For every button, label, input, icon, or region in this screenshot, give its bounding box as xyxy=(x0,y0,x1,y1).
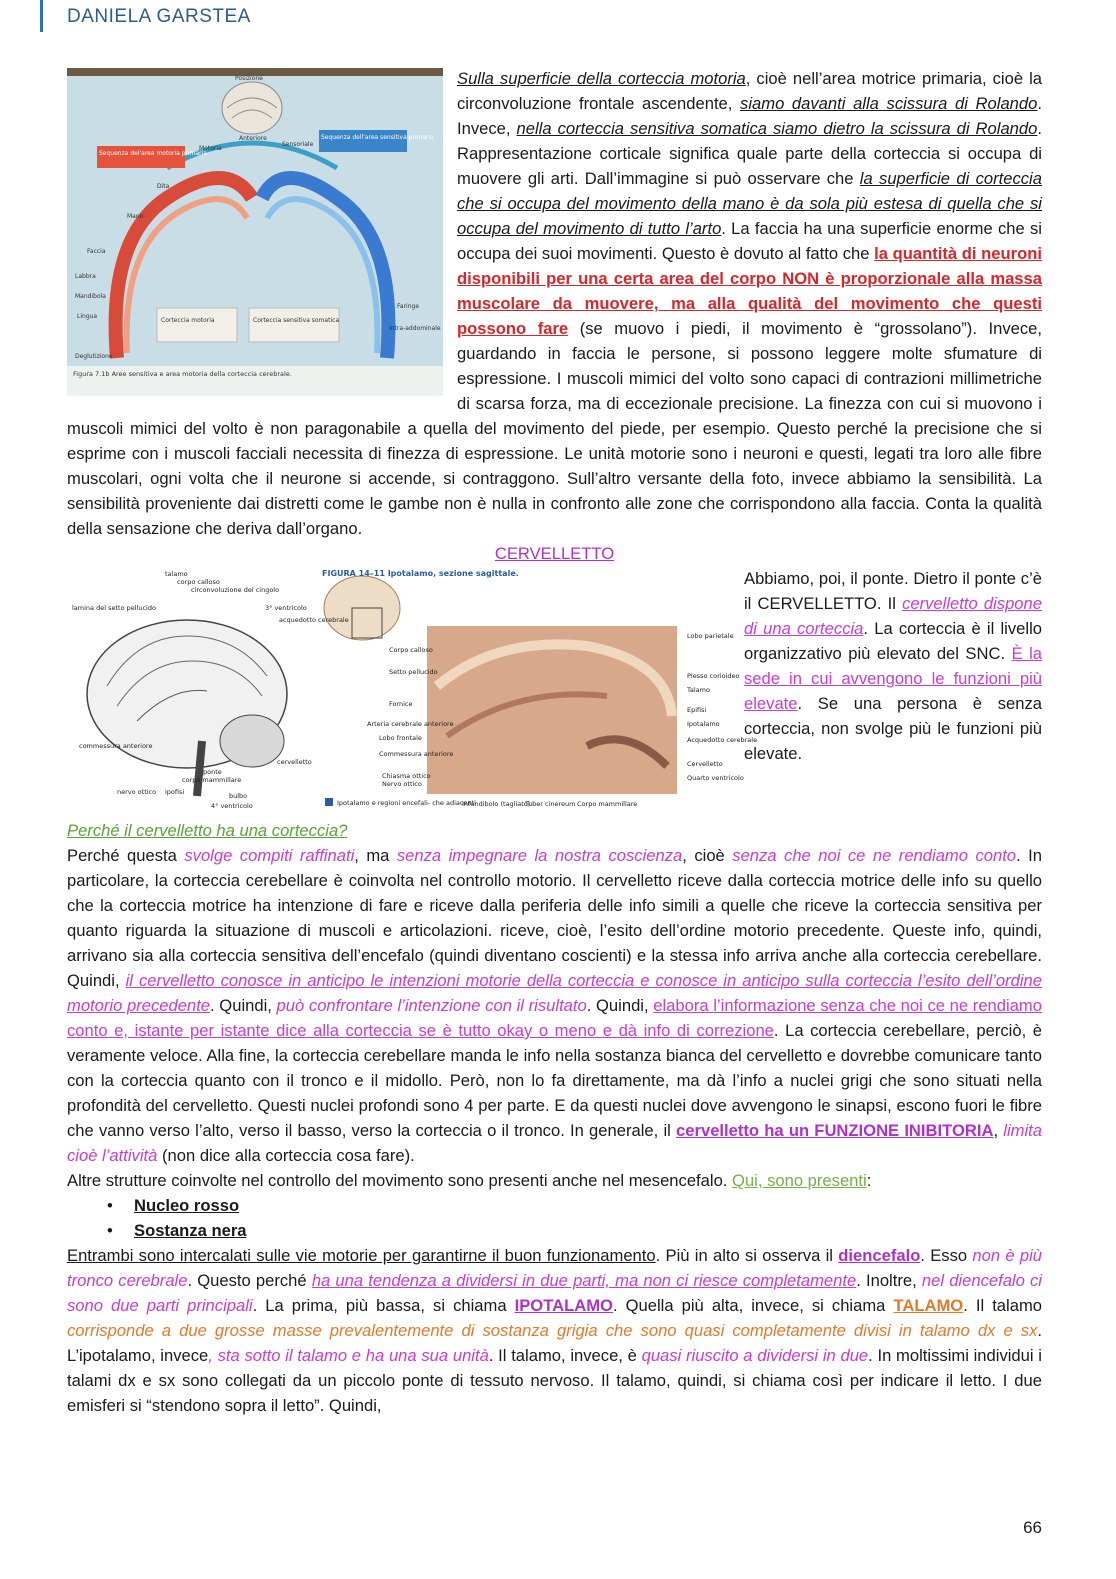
fig2-b-corpo-mammillare: Corpo mammillare xyxy=(577,800,638,808)
fig2-l-bulbo: bulbo xyxy=(229,792,248,800)
fig2-m-nervo-ottico: Nervo ottico xyxy=(382,780,422,788)
page-body xyxy=(67,66,1042,1418)
fig1-label-mandibola: Mandibola xyxy=(75,293,106,300)
fig2-r-lobo-parietale: Lobo parietale xyxy=(687,632,734,640)
para5-run: . In moltissimi individui i talami dx e sx sono collegati da un piccolo ponte di tessuto nervoso. Il talamo, quindi, si chiama così per indicare il letto. I due emisferi si “stendono sopra il letto”. Quindi, xyxy=(67,1346,1042,1415)
fig2-l-commessura: commessura anteriore xyxy=(79,742,153,750)
fig2-l-3-ventricolo: 3° ventricolo xyxy=(265,604,307,612)
para1-run: siamo davanti alla scissura di Rolando xyxy=(740,94,1038,113)
paragraph-cerebellar-cortex xyxy=(67,843,1042,1168)
para3-run: cervelletto ha un FUNZIONE INIBITORIA xyxy=(676,1121,994,1140)
fig1-label-faringe: Faringe xyxy=(397,303,420,310)
fig2-l-cingolo: circonvoluzione del cingolo xyxy=(191,586,280,594)
fig1-caption: Figura 7.1b Aree sensitiva e area motoria della corteccia cerebrale. xyxy=(73,370,292,378)
fig1-label-sensoriale: Sensoriale xyxy=(282,141,314,148)
list-item: • Nucleo rosso xyxy=(107,1193,1042,1218)
fig1-label-corteccia-sensitiva: Corteccia sensitiva somatica xyxy=(253,317,340,324)
fig2-l-cervelletto: cervelletto xyxy=(277,758,312,766)
fig2-legend: Ipotalamo e regioni encefali- che adiacenti xyxy=(337,799,476,807)
fig2-m-fornice: Fornice xyxy=(389,700,413,708)
fig2-l-corpo-mammillare: corpo mammillare xyxy=(182,776,242,784)
para3-run: . Quindi, xyxy=(210,996,277,1015)
para5-run: IPOTALAMO xyxy=(514,1296,613,1315)
fig1-label-sensory-seq: Sequenza dell'area sensitiva primaria xyxy=(321,134,434,141)
para5-run: diencefalo xyxy=(838,1246,921,1265)
para3-run: senza che noi ce ne rendiamo conto xyxy=(732,846,1017,865)
para5-run: . La prima, più bassa, si chiama xyxy=(252,1296,515,1315)
para3-run: , cioè xyxy=(682,846,733,865)
fig2-l-4-ventricolo: 4° ventricolo xyxy=(211,802,253,810)
para3-run: , xyxy=(993,1121,1004,1140)
para5-run: TALAMO xyxy=(893,1296,964,1315)
para2-run: cervelletto dispone di una corteccia xyxy=(744,594,1042,638)
para4-run: Altre strutture coinvolte nel controllo del movimento sono presenti anche nel mesencefalo. xyxy=(67,1171,733,1190)
fig1-label-corteccia-motoria: Corteccia motoria xyxy=(161,317,215,324)
page-number: 66 xyxy=(1023,1518,1042,1537)
fig1-label-deglutizione: Deglutizione xyxy=(75,353,113,360)
fig1-label-dita: Dita xyxy=(157,183,170,190)
brain-sagittal-figure xyxy=(67,566,758,814)
para1-run: nella corteccia sensitiva somatica siamo dietro la scissura di Rolando xyxy=(516,119,1038,138)
fig1-label-intra-addominale: Intra-addominale xyxy=(389,325,441,332)
para4-run: Qui, sono presenti xyxy=(732,1171,867,1190)
fig2-b-tuber: Tuber cinereum xyxy=(525,800,576,808)
fig2-l-nervo-ottico: nervo ottico xyxy=(117,788,157,796)
fig2-r-cervelletto: Cervelletto xyxy=(687,760,723,768)
fig2-l-ponte: ponte xyxy=(203,768,222,776)
para1-run: (se muovo i piedi, il movimento è “grossolano”). Invece, guardando in faccia le persone, si possono leggere molte sfumature di espressione. I muscoli mimici del volto sono capaci di contrazioni millimetriche di scarsa forza, ma di eccezionale precisione. La finezza con cui si muovono i muscoli mimici del volto è non paragonabile a quella del movimento del piede, per esempio. Questo perché la precisione che si esprime con i muscoli facciali necessita di finezza di espressione. Le unità motorie sono i neuroni e questi, legati tra loro alle fibre muscolari, ogni volta che il neurone si accende, si contraggono. Sull’altro versante della foto, invece abbiamo la sensibilità. La sensibilità proveniente dai distretti come le gambe non è nulla in confronto alle zone che corrispondono alla faccia. Conta la qualità della sensazione che deriva dall’organo. xyxy=(67,319,1042,538)
fig2-l-corpo-calloso: corpo calloso xyxy=(177,578,220,586)
fig2-r-plesso: Plesso corioideo xyxy=(687,672,740,680)
para3-run: . In particolare, la corteccia cerebellare è coinvolta nel controllo motorio. Il cervelletto riceve dalla corteccia motrice delle info su quello che la corteccia motrice ha intenzione di fare e riceve dalla periferia delle info simili a quelle che riceve la corteccia sensitiva per quanto riguarda la situazione di muscoli e articolazioni. riceve, cioè, l’esito dell’ordine motorio precedente. Queste info, quindi, arrivano sia alla corteccia sensitiva dell’encefalo (quindi diventano coscienti) e la stessa info arriva anche alla corteccia cerebellare. Quindi, xyxy=(67,846,1042,990)
fig2-m-setto: Setto pellucido xyxy=(389,668,438,676)
fig2-m-lobo-frontale: Lobo frontale xyxy=(379,734,422,742)
list-item: • Sostanza nera xyxy=(107,1218,1042,1243)
para5-run: . L’ipotalamo, invece xyxy=(67,1321,1042,1365)
fig2-l-talamo: talamo xyxy=(165,570,188,578)
fig1-label-motor-seq: Sequenza del'area motoria primaria xyxy=(99,150,207,157)
fig2-l-ipofisi: ipofisi xyxy=(165,788,185,796)
section-title-cervelletto: CERVELLETTO xyxy=(494,544,615,563)
fig2-r-quarto-ventricolo: Quarto ventricolo xyxy=(687,774,744,782)
para5-run: nel diencefalo ci sono due parti principali xyxy=(67,1271,1042,1315)
paragraph-mesencefalo xyxy=(67,1168,1042,1193)
fig2-m-chiasma: Chiasma ottico xyxy=(382,772,431,780)
fig1-label-anteriore: Anteriore xyxy=(239,135,267,142)
para3-run: (non dice alla corteccia cosa fare). xyxy=(157,1146,415,1165)
para3-run: limita cioè l’attività xyxy=(67,1121,1043,1165)
fig1-label-lingua: Lingua xyxy=(77,313,98,320)
para2-run: . La corteccia è il livello organizzativo più elevato del SNC. xyxy=(744,619,1042,663)
para3-run: svolge compiti raffinati xyxy=(184,846,355,865)
para3-run: . La corteccia cerebellare, perciò, è veramente veloce. Alla fine, la corteccia cerebellare manda le info nella sostanza bianca del cervelletto e dovrebbe comunicare tanto con la corteccia quanto con il tronco e il midollo. Però, non lo fa direttamente, ma dà l’info a nuclei grigi che sono situati nella profondità del cervelletto. Questi nuclei profondi sono 4 per parte. E da questi nuclei dove avvengono le sinapsi, escono fuori le fibre che vanno verso l’alto, verso il basso, verso la corteccia o il tronco. In generale, il xyxy=(67,1021,1042,1140)
fig2-m-commessura: Commessura anteriore xyxy=(379,750,454,758)
fig2-m-corpo-calloso: Corpo calloso xyxy=(389,646,433,654)
motor-sensory-cortex-figure xyxy=(67,68,443,396)
para5-run: . Quella più alta, invece, si chiama xyxy=(612,1296,894,1315)
para1-run: la superficie di corteccia che si occupa del movimento della mano è da sola più estesa di quella che si occupa del movimento di tutto l’arto xyxy=(457,169,1042,238)
author-name: DANIELA GARSTEA xyxy=(67,6,251,27)
para1-run: Sulla superficie della corteccia motoria xyxy=(457,69,746,88)
fig2-r-talamo: Talamo xyxy=(687,686,710,694)
fig1-label-faccia: Faccia xyxy=(87,248,106,255)
fig2-title: FIGURA 14–11 Ipotalamo, sezione sagittale. xyxy=(322,569,519,578)
fig2-b-infundibolo: Infundibolo (tagliato) xyxy=(462,800,531,808)
para5-run: ha una tendenza a dividersi in due parti, ma non ci riesce completamente xyxy=(311,1271,857,1290)
structures-list xyxy=(67,1193,1042,1243)
fig2-l-acquedotto: acquedotto cerebrale xyxy=(279,616,349,624)
paragraph-diencefalo xyxy=(67,1243,1042,1418)
page-header xyxy=(40,0,251,32)
para1-run: . Invece, xyxy=(457,94,1042,138)
para5-run: . Questo perché xyxy=(187,1271,312,1290)
para5-run: quasi riuscito a dividersi in due xyxy=(641,1346,869,1365)
para5-run: non è più tronco cerebrale xyxy=(67,1246,1042,1290)
fig1-label-labbra: Labbra xyxy=(75,273,96,280)
fig1-label-mano: Mano xyxy=(127,213,144,220)
fig2-r-ipotalamo: Ipotalamo xyxy=(687,720,720,728)
para3-run: senza impegnare la nostra coscienza xyxy=(396,846,683,865)
para1-run: la quantità di neuroni disponibili per una certa area del corpo NON è proporzionale alla massa muscolare da muovere, ma alla qualità del movimento che questi possono fare xyxy=(457,244,1042,338)
fig2-m-arteria: Arteria cerebrale anteriore xyxy=(367,720,454,728)
para2-run: Abbiamo, poi, il ponte. Dietro il ponte c’è il CERVELLETTO. Il xyxy=(744,569,1042,613)
para5-run: . Il talamo, invece, è xyxy=(488,1346,642,1365)
para5-run: . Il talamo xyxy=(963,1296,1042,1315)
fig2-l-lamina: lamina del setto pellucido xyxy=(72,604,156,612)
para3-run: il cervelletto conosce in anticipo le intenzioni motorie della corteccia e conosce in anticipo sulla corteccia l’esito dell’ordine motorio precedente xyxy=(67,971,1042,1015)
fig2-r-acquedotto: Acquedotto cerebrale xyxy=(687,736,758,744)
para1-run: . La faccia ha una superficie enorme che si occupa dei suoi movimenti. Questo è dovuto al fatto che xyxy=(457,219,1042,263)
para3-run: , ma xyxy=(354,846,397,865)
para3-run: può confrontare l’intenzione con il risultato xyxy=(276,996,587,1015)
para5-run: Entrambi sono intercalati sulle vie motorie per garantirne il buon funzionamento xyxy=(67,1246,656,1265)
para2-run: È la sede in cui avvengono le funzioni più elevate xyxy=(744,644,1043,713)
para5-run: . Più in alto si osserva il xyxy=(655,1246,839,1265)
para5-run: corrisponde a due grosse masse prevalentemente di sostanza grigia che sono quasi completamente divisi in talamo dx e sx xyxy=(67,1321,1038,1340)
para1-run: . Rappresentazione corticale significa quale parte della corteccia si occupa di muovere gli arti. Dall’immagine si può osservare che xyxy=(457,119,1042,188)
para3-run: . Quindi, xyxy=(586,996,654,1015)
para5-run: , sta sotto il talamo e ha una sua unità xyxy=(208,1346,489,1365)
fig2-r-epifisi: Epifisi xyxy=(687,706,707,714)
para3-run: elabora l’informazione senza che noi ce ne rendiamo conto e, istante per istante dice alla corteccia se è tutto okay o meno e dà info di correzione xyxy=(67,996,1042,1040)
para4-run: : xyxy=(866,1171,872,1190)
sagittal-section-diagram xyxy=(67,566,758,814)
question-heading: Perché il cervelletto ha una corteccia? xyxy=(67,821,348,840)
para5-run: . Inoltre, xyxy=(856,1271,922,1290)
para1-run: , cioè nell’area motrice primaria, cioè la circonvoluzione frontale ascendente, xyxy=(457,69,1042,113)
para2-run: . Se una persona è senza corteccia, non svolge più le funzioni più elevate. xyxy=(744,694,1042,763)
fig1-label-posizione: Posizione xyxy=(235,75,263,82)
para5-run: . Esso xyxy=(920,1246,973,1265)
fig1-label-motoria: Motoria xyxy=(199,145,222,152)
cortex-diagram xyxy=(67,68,443,396)
para3-run: Perché questa xyxy=(67,846,185,865)
